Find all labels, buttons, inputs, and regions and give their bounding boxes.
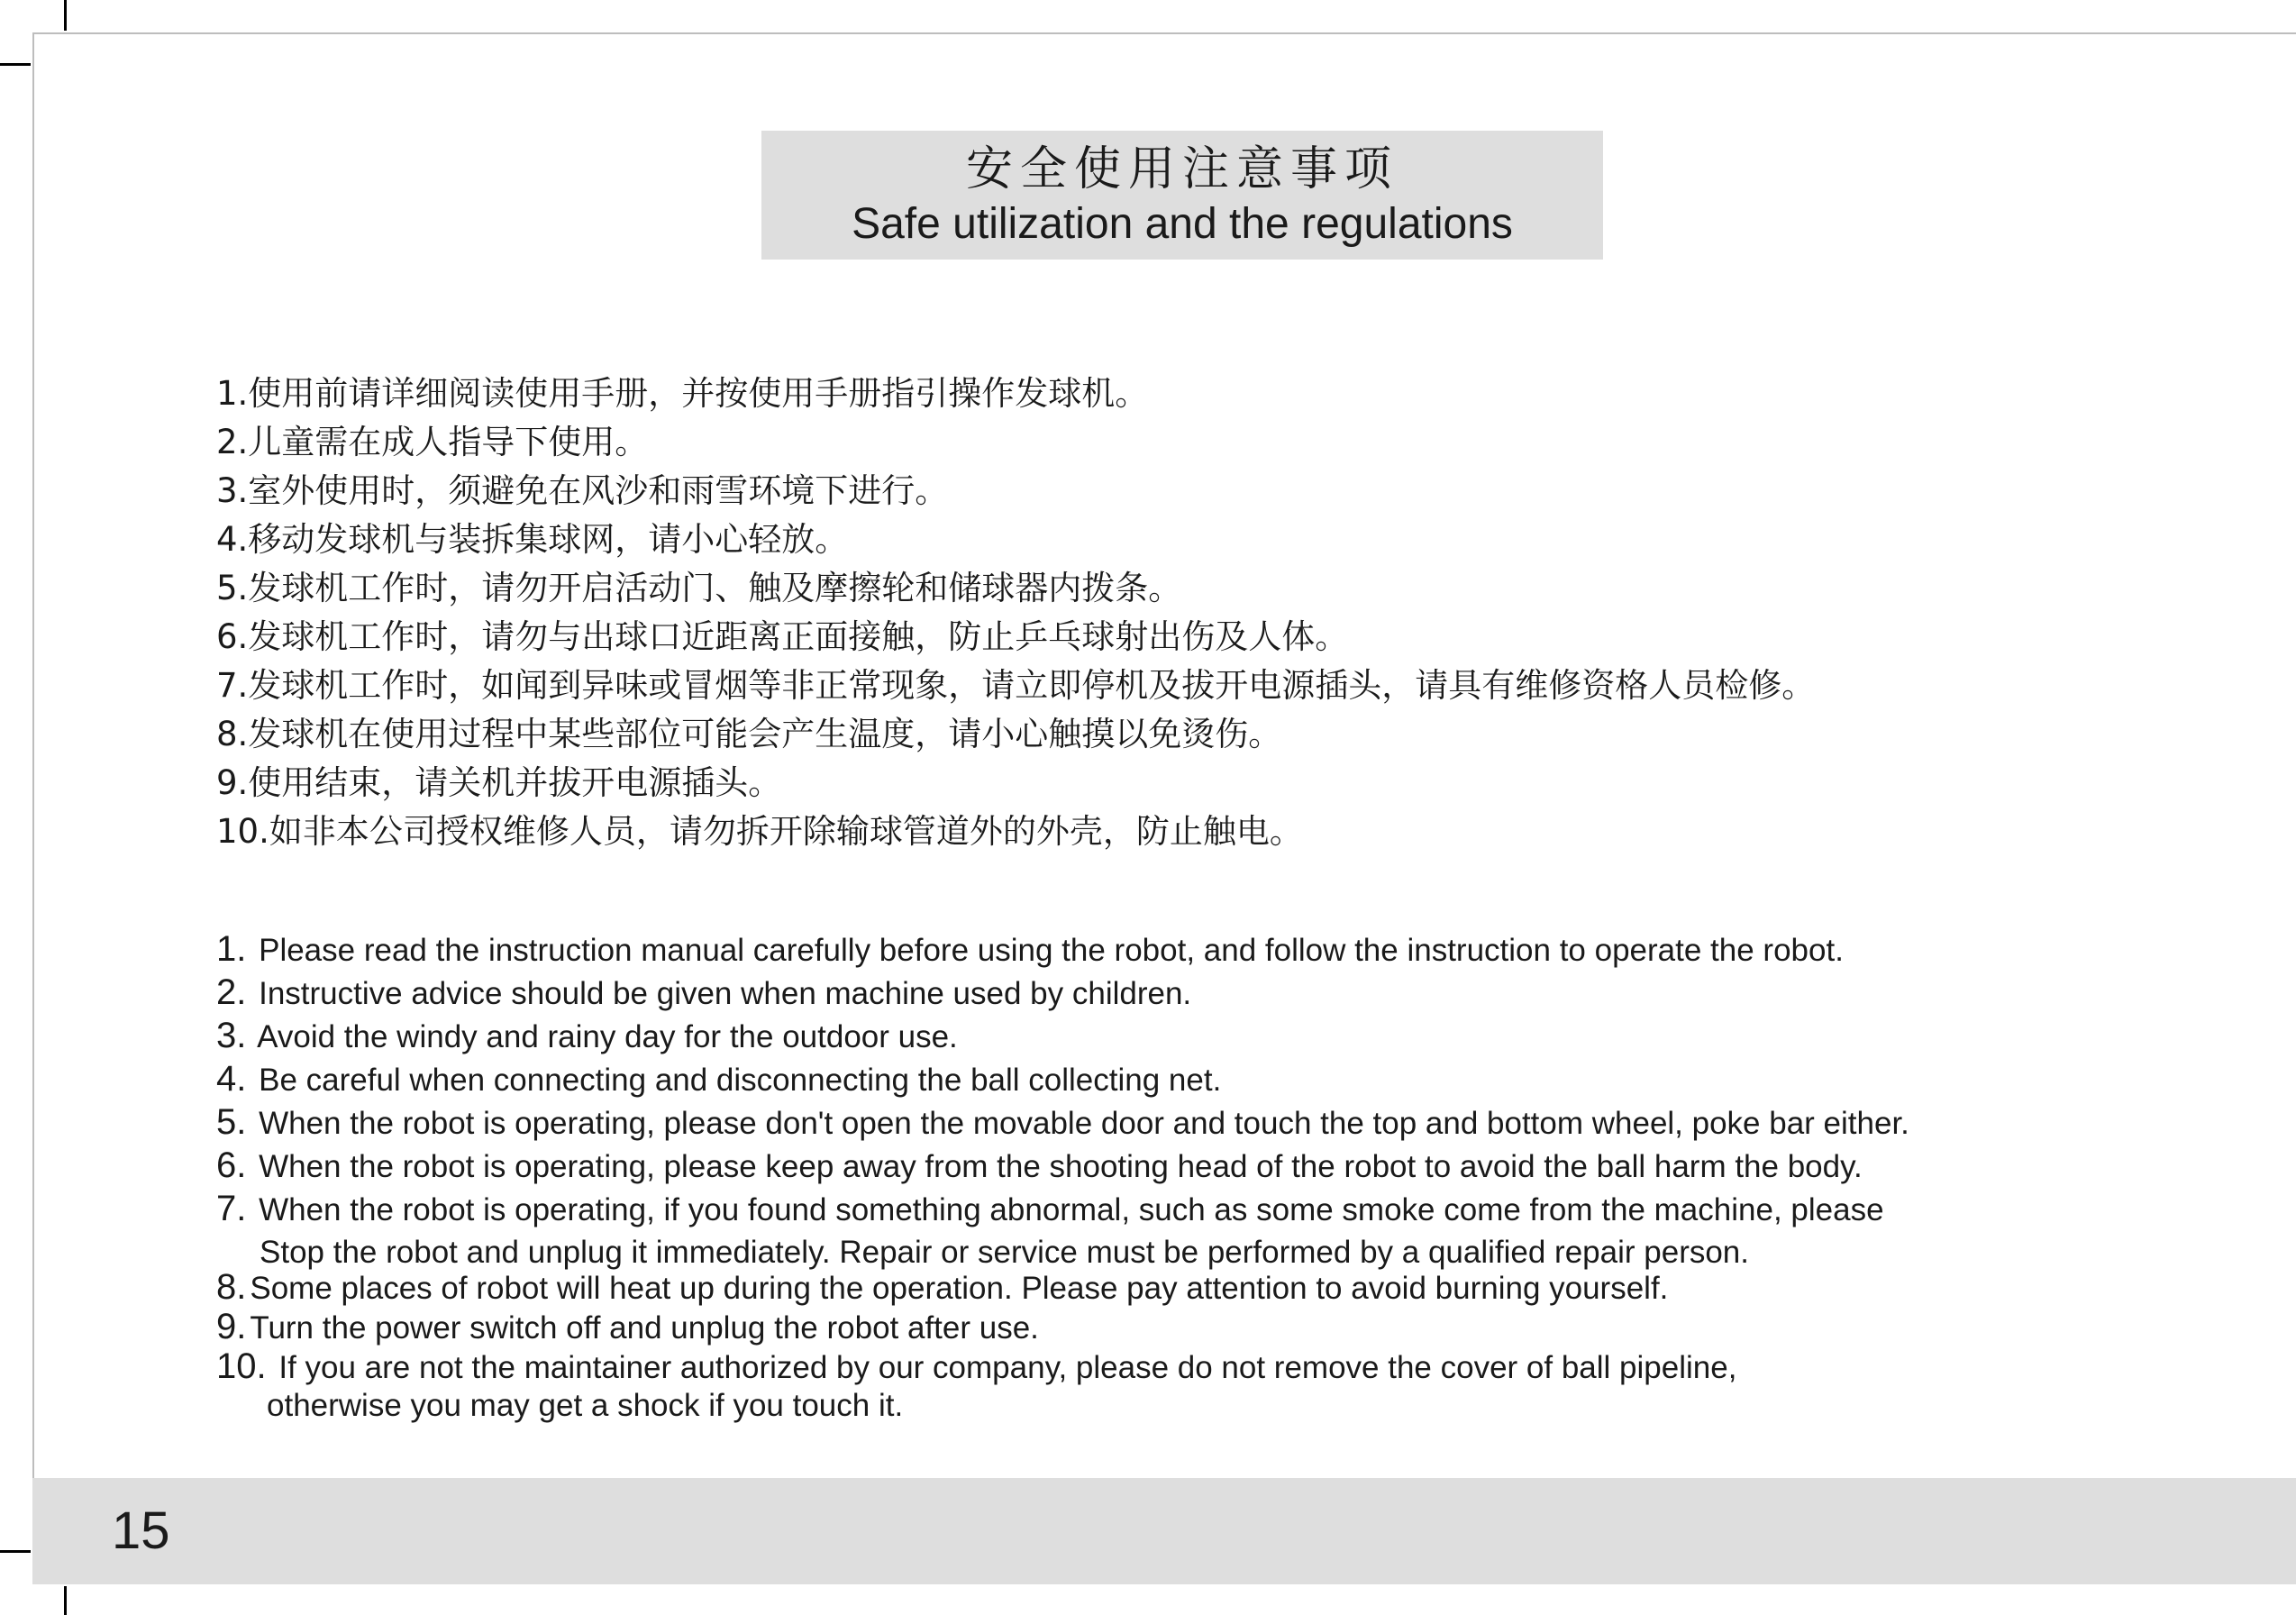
- en-item-text: Be careful when connecting and disconnecting the ball collecting net.: [259, 1063, 1222, 1098]
- en-item: [216, 1145, 1909, 1188]
- en-item-continuation: otherwise you may get a shock if you touch it.: [267, 1388, 904, 1423]
- en-item: [216, 1347, 1909, 1425]
- en-item: [216, 972, 1909, 1015]
- en-item-number: 2.: [216, 972, 247, 1012]
- cn-item: 10.如非本公司授权维修人员，请勿拆开除输球管道外的外壳，防止触电。: [216, 812, 1303, 851]
- cn-item: 1.使用前请详细阅读使用手册，并按使用手册指引操作发球机。: [216, 374, 1149, 413]
- en-item-text: When the robot is operating, please don't open the movable door and touch the top and bottom wheel, poke bar either.: [259, 1106, 1909, 1141]
- cn-item: 6.发球机工作时，请勿与出球口近距离正面接触，防止乒乓球射出伤及人体。: [216, 617, 1349, 656]
- en-item-number: 8.: [216, 1267, 247, 1307]
- en-item: [216, 1268, 1909, 1308]
- en-item-number: 4.: [216, 1059, 247, 1099]
- en-item-number: 3.: [216, 1016, 247, 1055]
- en-item: [216, 1188, 1909, 1273]
- page-number: 15: [112, 1501, 170, 1560]
- en-item-number: 7.: [216, 1189, 247, 1228]
- en-item-text: Avoid the windy and rainy day for the outdoor use.: [257, 1019, 958, 1054]
- chinese-regulations-list: [216, 370, 1815, 856]
- title-box: [761, 131, 1603, 260]
- crop-mark-left-bottom: [0, 1550, 31, 1553]
- en-item-number: 9.: [216, 1307, 247, 1346]
- en-item-number: 6.: [216, 1145, 247, 1185]
- en-item-text: Some places of robot will heat up during the operation. Please pay attention to avoid burning yourself.: [250, 1271, 1669, 1306]
- en-item: [216, 1058, 1909, 1101]
- crop-mark-bottom: [64, 1586, 67, 1615]
- cn-item: 4.移动发球机与装拆集球网，请小心轻放。: [216, 520, 849, 559]
- cn-item: 9.使用结束，请关机并拔开电源插头。: [216, 763, 782, 802]
- title-english: Safe utilization and the regulations: [852, 200, 1513, 248]
- crop-mark-top: [64, 0, 67, 31]
- en-item-text: When the robot is operating, if you found something abnormal, such as some smoke come from the machine, please: [259, 1192, 1884, 1227]
- en-item-number: 1.: [216, 929, 247, 969]
- en-item-text: Instructive advice should be given when machine used by children.: [259, 976, 1192, 1011]
- cn-item: 5.发球机工作时，请勿开启活动门、触及摩擦轮和储球器内拨条。: [216, 569, 1182, 607]
- title-chinese: 安全使用注意事项: [965, 142, 1399, 196]
- en-item: [216, 928, 1909, 972]
- en-item: [216, 1015, 1909, 1058]
- english-regulations-list: [216, 928, 1909, 1425]
- en-item: [216, 1308, 1909, 1347]
- en-item-continuation: Stop the robot and unplug it immediately. Repair or service must be performed by a qualified repair person.: [260, 1235, 1749, 1270]
- cn-item: 7.发球机工作时，如闻到异味或冒烟等非正常现象，请立即停机及拔开电源插头，请具有维修资格人员检修。: [216, 666, 1816, 705]
- en-item-text: When the robot is operating, please keep away from the shooting head of the robot to avoid the ball harm the body.: [259, 1149, 1863, 1184]
- cn-item: 3.室外使用时，须避免在风沙和雨雪环境下进行。: [216, 471, 949, 510]
- cn-item: 2.儿童需在成人指导下使用。: [216, 423, 649, 461]
- cn-item: 8.发球机在使用过程中某些部位可能会产生温度，请小心触摸以免烫伤。: [216, 715, 1282, 753]
- en-item-number: 10.: [216, 1346, 267, 1386]
- footer-bar: [32, 1478, 2296, 1584]
- en-item-number: 5.: [216, 1102, 247, 1142]
- en-item-text: Please read the instruction manual carefully before using the robot, and follow the instruction to operate the robot.: [259, 933, 1844, 968]
- en-item-text: Turn the power switch off and unplug the robot after use.: [250, 1310, 1039, 1346]
- en-item-text: If you are not the maintainer authorized by our company, please do not remove the cover of ball pipeline,: [278, 1350, 1737, 1385]
- en-item: [216, 1101, 1909, 1145]
- crop-mark-left-top: [0, 63, 31, 66]
